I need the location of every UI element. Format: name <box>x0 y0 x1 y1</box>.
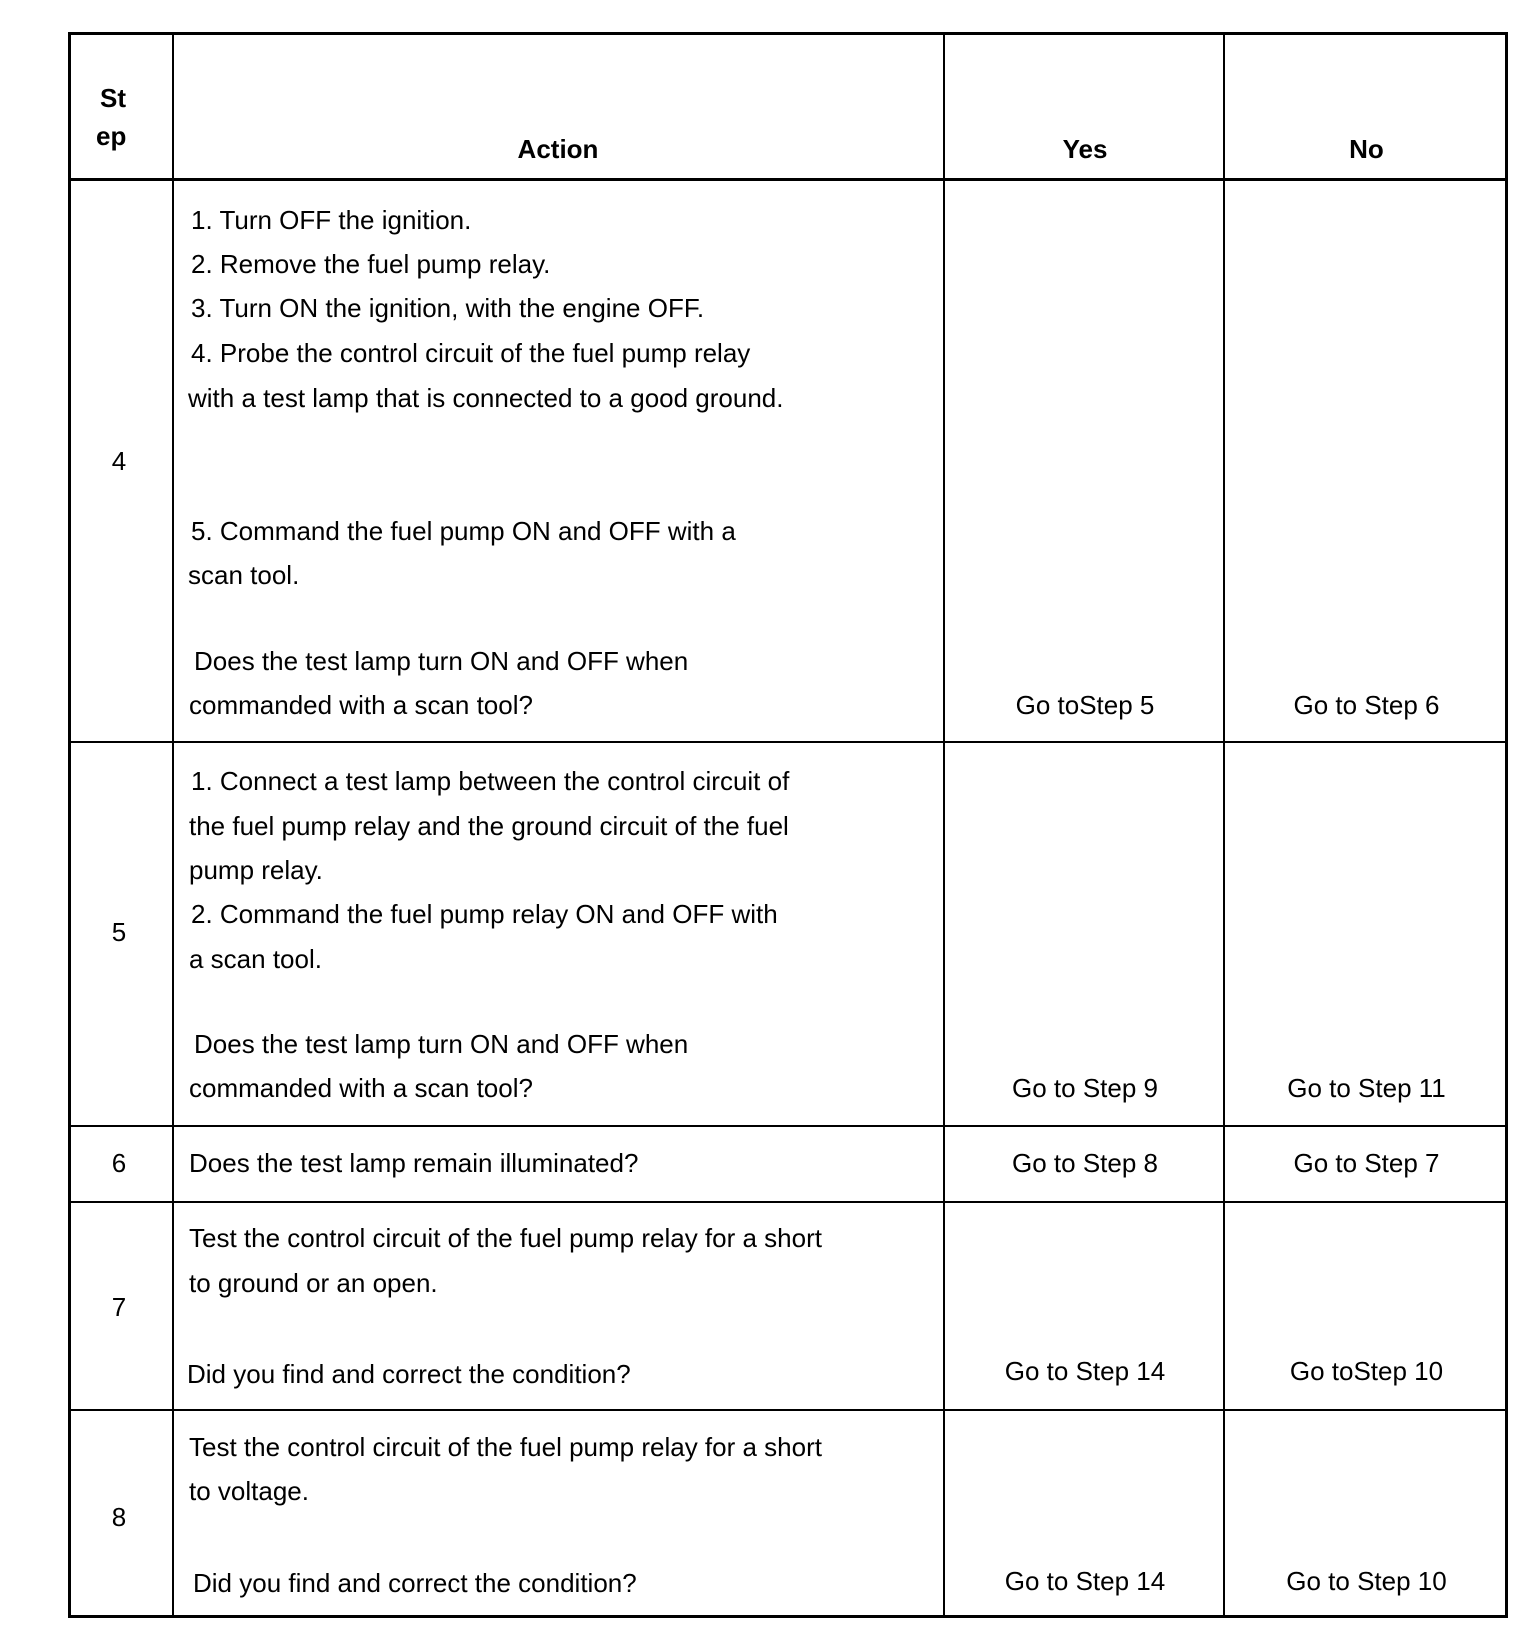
header-action: Action <box>517 134 599 164</box>
yes-answer: Go to Step 9 <box>1012 1073 1158 1103</box>
yes-answer: Go to Step 14 <box>1004 1566 1166 1596</box>
header-step-line1: St <box>100 83 126 113</box>
column-divider-step <box>172 35 174 1615</box>
no-answer: Go to Step 11 <box>1287 1073 1446 1103</box>
row-divider <box>71 741 1505 743</box>
action-question: commanded with a scan tool? <box>189 1073 533 1103</box>
action-line: with a test lamp that is connected to a good ground. <box>188 383 784 413</box>
action-line: to ground or an open. <box>189 1268 438 1298</box>
action-line: 3. Turn ON the ignition, with the engine OFF. <box>191 293 705 323</box>
yes-answer: Go to Step 14 <box>1004 1356 1166 1386</box>
row-divider <box>71 1201 1505 1203</box>
action-question: Does the test lamp turn ON and OFF when <box>194 646 689 676</box>
step-number: 6 <box>111 1148 127 1178</box>
action-line: Test the control circuit of the fuel pump relay for a short <box>189 1432 822 1462</box>
action-line: 1. Turn OFF the ignition. <box>191 205 472 235</box>
step-number: 8 <box>111 1502 127 1532</box>
no-answer: Go toStep 10 <box>1289 1356 1444 1386</box>
action-line: 4. Probe the control circuit of the fuel pump relay <box>191 338 751 368</box>
action-line: scan tool. <box>188 560 300 590</box>
header-no: No <box>1349 134 1384 164</box>
action-line: 1. Connect a test lamp between the control circuit of <box>191 766 790 796</box>
step-number: 7 <box>111 1292 127 1322</box>
yes-answer: Go toStep 5 <box>1015 690 1155 720</box>
no-answer: Go to Step 10 <box>1286 1566 1447 1596</box>
header-yes: Yes <box>1062 134 1108 164</box>
action-line: to voltage. <box>189 1476 309 1506</box>
action-line: a scan tool. <box>189 944 322 974</box>
header-step-line2: ep <box>96 121 127 151</box>
no-answer: Go to Step 6 <box>1293 690 1440 720</box>
row-divider <box>71 1409 1505 1411</box>
action-line: the fuel pump relay and the ground circuit of the fuel <box>189 811 789 841</box>
step-number: 4 <box>111 446 127 476</box>
no-answer: Go to Step 7 <box>1293 1148 1440 1178</box>
yes-answer: Go to Step 8 <box>1012 1148 1158 1178</box>
action-line: 5. Command the fuel pump ON and OFF with a <box>191 516 736 546</box>
action-line: 2. Remove the fuel pump relay. <box>191 249 551 279</box>
row-divider <box>71 1125 1505 1127</box>
header-divider <box>71 178 1505 181</box>
action-question: Did you find and correct the condition? <box>193 1568 637 1598</box>
action-question: Did you find and correct the condition? <box>187 1359 631 1389</box>
action-question: Does the test lamp turn ON and OFF when <box>194 1029 689 1059</box>
action-question: commanded with a scan tool? <box>189 690 533 720</box>
step-number: 5 <box>111 917 127 947</box>
action-line: 2. Command the fuel pump relay ON and OFF with <box>191 899 778 929</box>
action-line: pump relay. <box>189 855 323 885</box>
diagnostic-table <box>68 32 1508 1618</box>
action-question: Does the test lamp remain illuminated? <box>189 1148 639 1178</box>
action-line: Test the control circuit of the fuel pump relay for a short <box>189 1223 822 1253</box>
